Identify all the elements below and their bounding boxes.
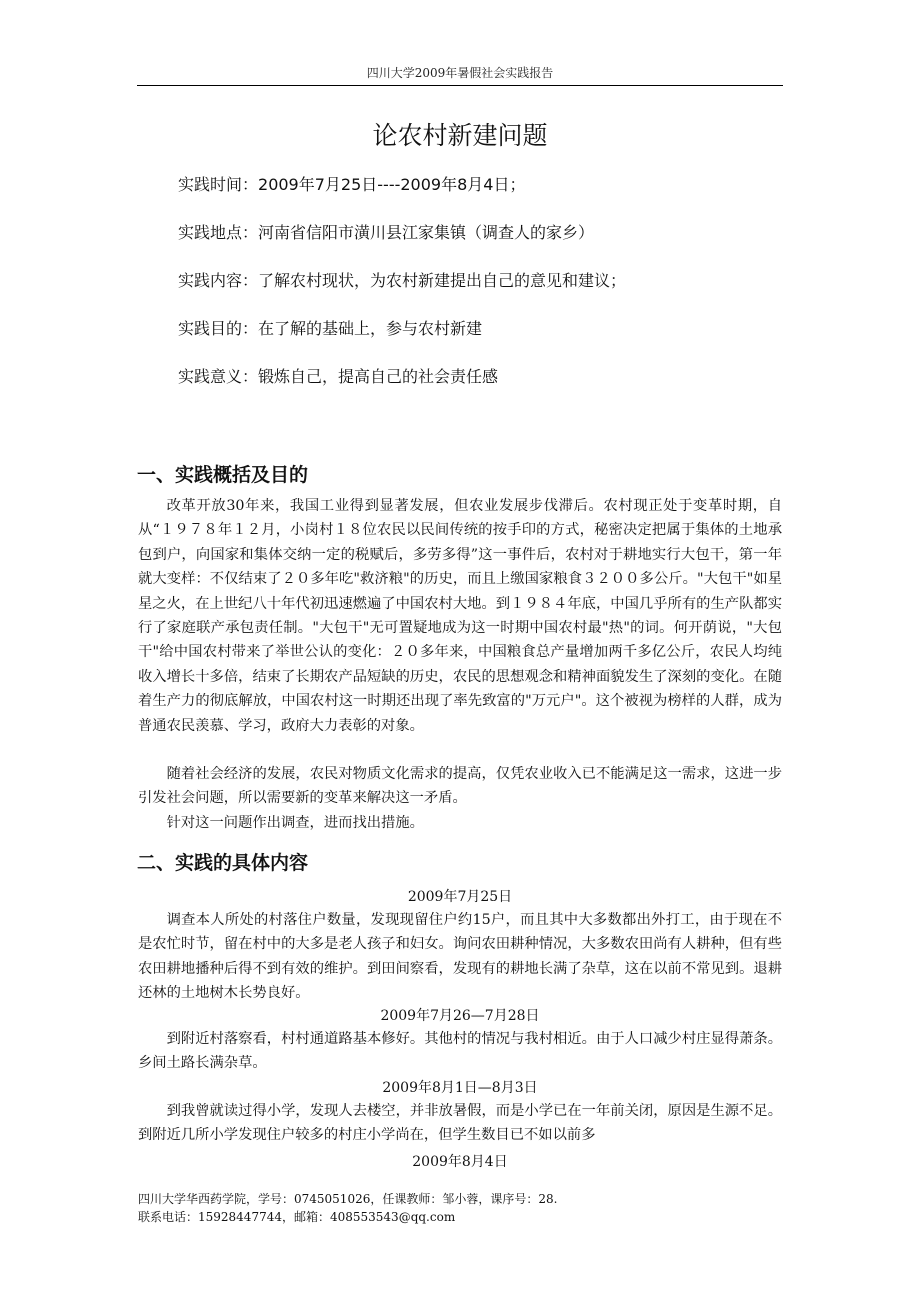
meta-value: 2009年7月25日----2009年8月4日； [258, 175, 526, 194]
entry-date: 2009年7月25日 [407, 889, 513, 905]
meta-label: 实践内容： [178, 271, 259, 290]
meta-label: 实践目的： [178, 319, 259, 338]
section-heading-2: 二、实践的具体内容 [137, 852, 309, 874]
paragraph: 改革开放30年来，我国工业得到显著发展，但农业发展步伐滞后。农村现正处于变革时期，自从“１９７８年１２月，小岗村１８位农民以民间传统的按手印的方式，秘密决定把属于集体的土地承包到户，向国家和集体交纳一定的税赋后，多劳多得”这一事件后，农村对于耕地实行大包干，第一年就大变样：不仅结束了２０多年吃"救济粮"的历史，而且上缴国家粮食３２００多公斤。"大包干"如星星之火，在上世纪八十年代初迅速燃遍了中国农村大地。到１９８４年底，中国几乎所有的生产队都实行了家庭联产承包责任制。"大包干"无可置疑地成为这一时期中国农村最"热"的词。何开荫说，"大包干"给中国农村带来了举世公认的变化：２０多年来，中国粮食总产量增加两千多亿公斤，农民人均纯收入增长十多倍，结束了长期农产品短缺的历史，农民的思想观念和精神面貌发生了深刻的变化。在随着生产力的彻底解放，中国农村这一时期还出现了率先致富的"万元户"。这个被视为榜样的人群，成为普通农民羡慕、学习，政府大力表彰的对象。 [138, 498, 782, 734]
entry-text: 到我曾就读过得小学，发现人去楼空，并非放暑假，而是小学已在一年前关闭，原因是生源不足。到附近几所小学发现住户较多的村庄小学尚在，但学生数目已不如以前多 [138, 1103, 782, 1144]
entry-text: 到附近村落察看，村村通道路基本修好。其他村的情况与我村相近。由于人口减少村庄显得萧条。乡间土路长满杂草。 [138, 1031, 782, 1072]
entry-date: 2009年8月4日 [412, 1154, 508, 1170]
paragraph: 随着社会经济的发展，农民对物质文化需求的提高，仅凭农业收入已不能满足这一需求，这进一步引发社会问题，所以需要新的变革来解决这一矛盾。 [138, 766, 782, 807]
meta-label: 实践地点： [178, 223, 259, 242]
footer-line: 联系电话：15928447744，邮箱：408553543@qq.com [138, 1210, 456, 1224]
meta-content [178, 268, 626, 291]
entry-text: 调查本人所处的村落住户数量，发现现留住户约15户，而且其中大多数都出外打工，由于现在不是农忙时节，留在村中的大多是老人孩子和妇女。询问农田耕种情况，大多数农田尚有人耕种，但有些农田耕地播种后得不到有效的维护。到田间察看，发现有的耕地长满了杂草，这在以前不常见到。退耕还林的土地树木长势良好。 [138, 912, 782, 1002]
meta-significance [178, 364, 498, 387]
meta-value: 在了解的基础上，参与农村新建 [258, 319, 483, 338]
paragraph: 针对这一问题作出调查，进而找出措施。 [166, 815, 424, 831]
entry-date: 2009年8月1日—8月3日 [382, 1080, 538, 1096]
meta-time [178, 172, 525, 195]
meta-value: 锻炼自己，提高自己的社会责任感 [258, 367, 499, 386]
meta-value: 河南省信阳市潢川县江家集镇（调查人的家乡） [258, 223, 595, 242]
page-header: 四川大学2009年暑假社会实践报告 [366, 66, 554, 80]
footer-line: 四川大学华西药学院，学号：0745051026，任课教师：邹小蓉，课序号：28. [138, 1192, 558, 1206]
header-rule [137, 85, 783, 86]
meta-place [178, 220, 594, 243]
meta-label: 实践时间： [178, 175, 259, 194]
meta-value: 了解农村现状，为农村新建提出自己的意见和建议； [258, 271, 627, 290]
document-title: 论农村新建问题 [372, 121, 548, 150]
meta-purpose [178, 316, 482, 339]
entry-date: 2009年7月26—7月28日 [380, 1008, 540, 1024]
section-heading-1: 一、实践概括及目的 [137, 464, 309, 486]
meta-label: 实践意义： [178, 367, 259, 386]
